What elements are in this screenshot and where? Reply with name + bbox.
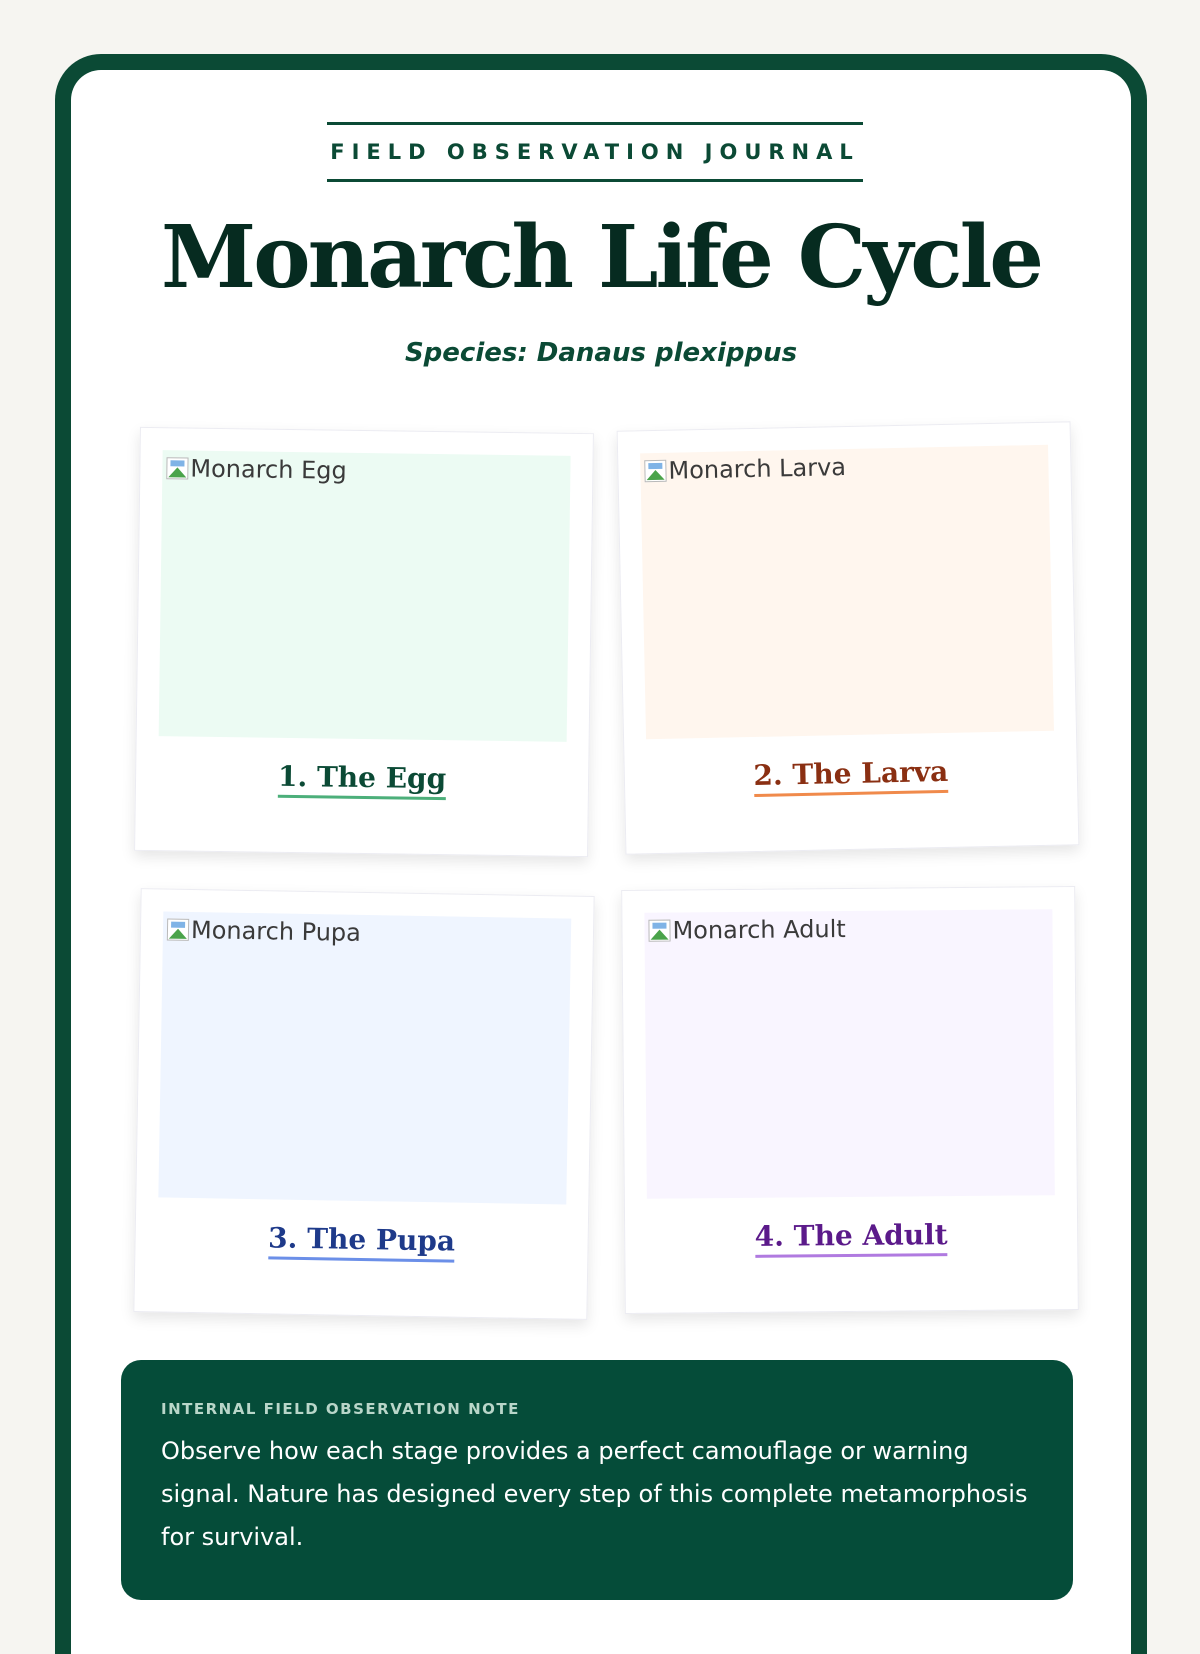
stage-caption: 1. The Egg: [278, 760, 447, 800]
stage-photo: [644, 909, 1054, 1199]
stage-card-adult: [621, 886, 1079, 1314]
page-title: Monarch Life Cycle: [161, 207, 1041, 308]
journal-kicker: FIELD OBSERVATION JOURNAL: [327, 122, 863, 182]
stage-caption: 4. The Adult: [755, 1218, 948, 1258]
stage-card-pupa: [133, 888, 594, 1320]
broken-image-icon: [166, 457, 188, 479]
species-subtitle: Species: Danaus plexippus: [404, 338, 798, 368]
journal-frame: [55, 54, 1147, 1654]
photo-alt-text: Monarch Adult: [672, 915, 846, 945]
stage-photo: [158, 911, 571, 1204]
broken-image-icon: [648, 920, 670, 942]
photo-alt-text: Monarch Egg: [190, 454, 347, 485]
field-note-panel: [121, 1360, 1073, 1600]
broken-image-icon: [644, 460, 666, 482]
stage-caption: 2. The Larva: [753, 755, 948, 797]
stage-card-larva: [617, 421, 1080, 854]
photo-alt-text: Monarch Larva: [668, 453, 847, 485]
stage-card-egg: [134, 427, 594, 857]
stage-photo: [640, 445, 1054, 739]
note-body: Observe how each stage provides a perfect camouflage or warning signal. Nature has designed every step of this complete metamorphosis for survival.: [161, 1437, 1028, 1551]
stage-caption: 3. The Pupa: [268, 1221, 456, 1262]
photo-alt-text: Monarch Pupa: [190, 915, 362, 947]
stage-photo: [159, 450, 571, 742]
note-label: INTERNAL FIELD OBSERVATION NOTE: [161, 1400, 520, 1418]
broken-image-icon: [167, 919, 189, 941]
